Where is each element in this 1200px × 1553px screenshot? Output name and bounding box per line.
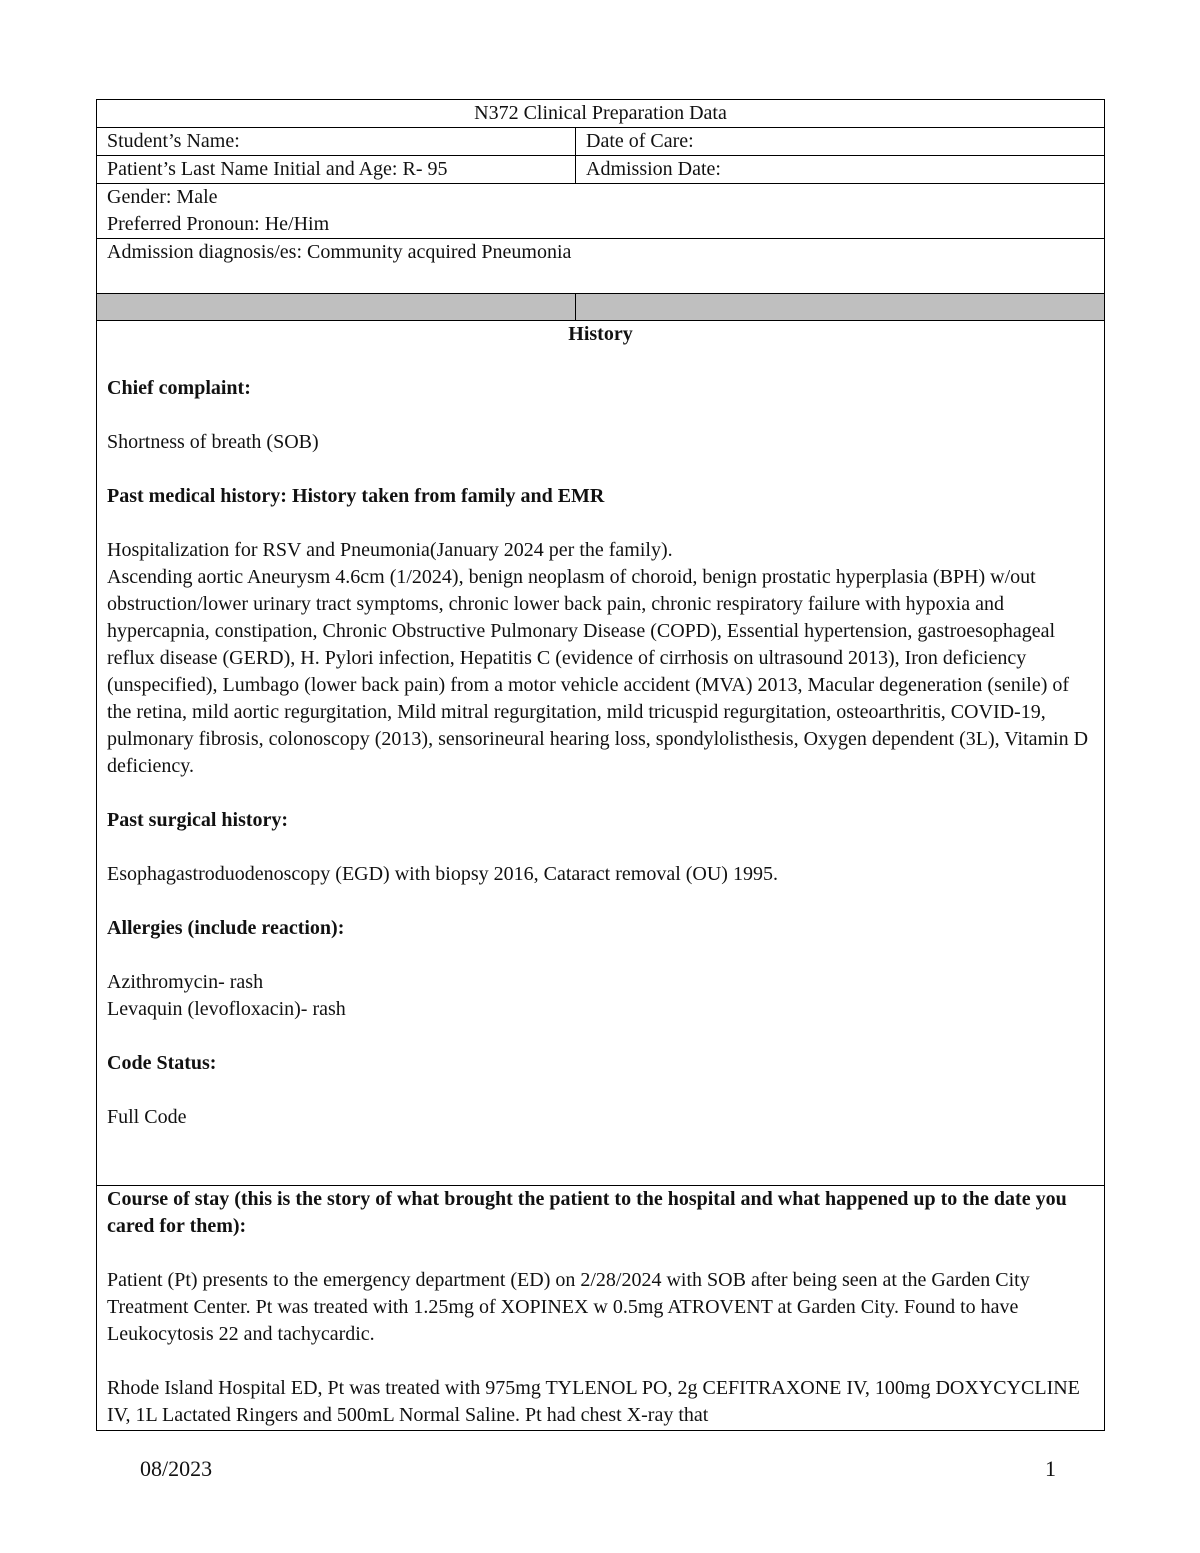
clinical-table (96, 99, 1105, 1431)
course-label: Course of stay (this is the story of what brought the patient to the hospital and what happened up to the date you cared for them): (107, 1188, 1067, 1237)
allergy-item: Levaquin (levofloxacin)- rash (107, 998, 346, 1020)
grey-divider-right (576, 294, 1105, 321)
pmh-list: Ascending aortic Aneurysm 4.6cm (1/2024), benign neoplasm of choroid, benign prostatic hyperplasia (BPH) w/out obstruction/lower urinary tract symptoms, chronic lower back pain, chronic respiratory failure with hypoxia and hypercapnia, constipation, Chronic Obstructive Pulmonary Disease (COPD), Essential hypertension, gastroesophageal reflux disease (GERD), H. Pylori infection, Hepatitis C (evidence of cirrhosis on ultrasound 2013), Iron deficiency (unspecified), Lumbago (lower back pain) from a motor vehicle accident (MVA) 2013, Macular degeneration (senile) of the retina, mild aortic regurgitation, Mild mitral regurgitation, mild tricuspid regurgitation, osteoarthritis, COVID-19, pulmonary fibrosis, colonoscopy (2013), sensorineural hearing loss, spondylolisthesis, Oxygen dependent (3L), Vitamin D deficiency. (107, 566, 1089, 777)
pmh-hospitalization: Hospitalization for RSV and Pneumonia(January 2024 per the family). (107, 539, 673, 561)
chief-complaint-label: Chief complaint: (107, 377, 251, 399)
psh-label: Past surgical history: (107, 809, 289, 831)
course-of-stay-section (97, 1186, 1105, 1431)
gender-field: Gender: Male (107, 186, 218, 208)
date-of-care-field: Date of Care: (576, 128, 1105, 156)
grey-divider-left (97, 294, 576, 321)
chief-complaint-text: Shortness of breath (SOB) (107, 431, 319, 453)
pronoun-field: Preferred Pronoun: He/Him (107, 213, 330, 235)
form-title: N372 Clinical Preparation Data (97, 100, 1105, 128)
page-number: 1 (1045, 1456, 1056, 1481)
history-heading: History (568, 323, 633, 345)
allergies-label: Allergies (include reaction): (107, 917, 345, 939)
course-paragraph: Rhode Island Hospital ED, Pt was treated with 975mg TYLENOL PO, 2g CEFITRAXONE IV, 100mg DOXYCYCLINE IV, 1L Lactated Ringers and 500mL Normal Saline. Pt had chest X-ray that (107, 1377, 1080, 1426)
clinical-form (96, 99, 1104, 1431)
course-paragraph: Patient (Pt) presents to the emergency department (ED) on 2/28/2024 with SOB after being seen at the Garden City Treatment Center. Pt was treated with 1.25mg of XOPINEX w 0.5mg ATROVENT at Garden City. Found to have Leukocytosis 22 and tachycardic. (107, 1269, 1030, 1345)
admission-date-field: Admission Date: (576, 156, 1105, 184)
history-section (97, 321, 1105, 1186)
code-status-label: Code Status: (107, 1052, 217, 1074)
pmh-label: Past medical history: History taken from family and EMR (107, 485, 605, 507)
patient-initial-age-field: Patient’s Last Name Initial and Age: R- 95 (97, 156, 576, 184)
student-name-field: Student’s Name: (97, 128, 576, 156)
diagnosis-field: Admission diagnosis/es: Community acquired Pneumonia (97, 239, 1105, 294)
allergy-item: Azithromycin- rash (107, 971, 264, 993)
psh-text: Esophagastroduodenoscopy (EGD) with biopsy 2016, Cataract removal (OU) 1995. (107, 863, 778, 885)
footer-date: 08/2023 (140, 1456, 213, 1481)
code-status-text: Full Code (107, 1106, 187, 1128)
gender-pronoun-cell (97, 184, 1105, 239)
